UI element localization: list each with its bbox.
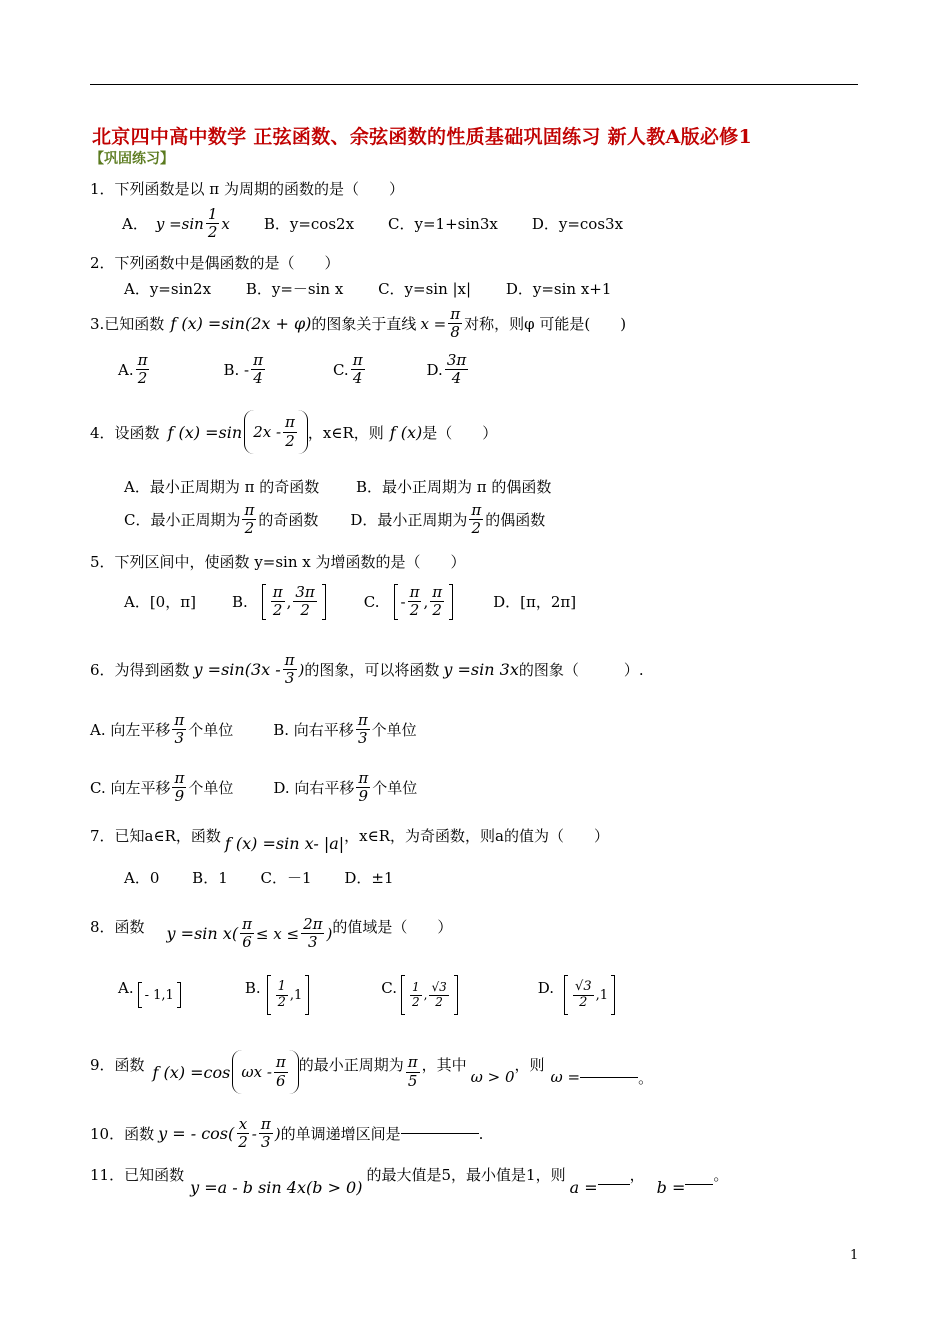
q4-function: f (x) =sin bbox=[167, 422, 243, 442]
question-6-options-ab bbox=[90, 712, 417, 748]
q8-close: ) bbox=[326, 924, 333, 943]
q6-suffix: 的图象（ ）. bbox=[518, 661, 644, 680]
q11-end: 。 bbox=[713, 1166, 729, 1184]
q6-prefix: 6．为得到函数 bbox=[90, 661, 190, 680]
q8-suffix: 的值域是（ ） bbox=[332, 918, 453, 937]
option-a-label: A． bbox=[122, 215, 148, 234]
option-b-pre: B. 向右平移 bbox=[273, 721, 354, 740]
question-1-options bbox=[122, 206, 623, 242]
option-d: D．[π，2π] bbox=[493, 593, 577, 612]
option-c: C．y=sin |x| bbox=[378, 280, 472, 298]
question-4-options-ab bbox=[124, 476, 551, 497]
q9-paren bbox=[232, 1050, 298, 1094]
q9-function: f (x) =cos bbox=[152, 1062, 231, 1082]
option-a: A．y=sin2x bbox=[124, 280, 212, 298]
option-c-label: C. bbox=[381, 979, 398, 997]
q7-function: f (x) =sin x- |a| bbox=[224, 834, 345, 853]
q3-suffix: 对称，则φ 可能是( ) bbox=[464, 315, 627, 334]
q3-fraction: $\frac{\pi}{8}$ bbox=[450, 305, 461, 342]
section-heading: 【巩固练习】 bbox=[90, 151, 174, 167]
option-b-label: B. bbox=[244, 979, 261, 997]
q10-prefix: 10．函数 bbox=[90, 1125, 155, 1144]
q10-function: y = - cos( bbox=[158, 1124, 235, 1144]
option-b: B．1 bbox=[192, 869, 228, 887]
option-b: B．y=－sin x bbox=[245, 280, 344, 298]
option-b-fraction: $\frac{\pi}{3}$ bbox=[357, 711, 368, 748]
question-4-options-cd bbox=[124, 502, 545, 538]
question-10-stem bbox=[90, 1116, 483, 1152]
option-a-fraction: $\frac{1}{2}$ bbox=[207, 205, 218, 242]
q6-mid: 的图象，可以将函数 bbox=[304, 661, 440, 680]
q4-fraction: $\frac{\pi}{2}$ bbox=[285, 413, 295, 450]
question-2-stem: 2．下列函数中是偶函数的是（ ） bbox=[90, 254, 340, 272]
question-5-options bbox=[124, 584, 576, 620]
option-c-pre: C．最小正周期为 bbox=[124, 511, 241, 530]
q10-minus: - bbox=[251, 1124, 257, 1143]
q11-a-blank[interactable] bbox=[598, 1166, 630, 1185]
option-a-post: 个单位 bbox=[188, 721, 234, 740]
question-7-stem bbox=[90, 818, 609, 853]
question-9-stem bbox=[90, 1050, 653, 1094]
q11-b-label: b = bbox=[656, 1178, 686, 1197]
option-a-pre: A. 向左平移 bbox=[90, 721, 171, 740]
option-a-fraction: $\frac{\pi}{3}$ bbox=[174, 711, 185, 748]
q4-suffix: 是（ ） bbox=[422, 423, 498, 442]
q3-prefix: 3.已知函数 bbox=[90, 315, 165, 334]
option-a: A．0 bbox=[124, 869, 160, 887]
q9-end: 。 bbox=[638, 1068, 654, 1087]
option-d-interval: $\frac{√3}{2}$ ,1 bbox=[564, 975, 615, 1015]
q9-answer-label: ω = bbox=[550, 1068, 581, 1086]
option-a: A．[0，π] bbox=[124, 593, 196, 612]
q6-close: ) bbox=[298, 660, 305, 679]
option-d: D．y=sin x+1 bbox=[505, 280, 612, 298]
question-2-options bbox=[124, 278, 611, 299]
q8-fraction-upper: $\frac{2\pi}{3}$ bbox=[303, 915, 323, 952]
option-d-pre: D．最小正周期为 bbox=[350, 511, 468, 530]
option-b: B．y=cos2x bbox=[263, 215, 355, 234]
question-3-options bbox=[118, 352, 470, 388]
q10-fraction2: $\frac{\pi}{3}$ bbox=[260, 1115, 271, 1152]
option-d-post: 的偶函数 bbox=[485, 511, 546, 530]
q4-paren bbox=[244, 410, 308, 454]
option-d-label: D. bbox=[537, 979, 555, 997]
option-b-fraction: $\frac{\pi}{4}$ bbox=[253, 351, 263, 388]
option-d-fraction: $\frac{3\pi}{4}$ bbox=[446, 351, 467, 388]
q9-answer-blank[interactable] bbox=[580, 1077, 638, 1078]
option-c-post: 的奇函数 bbox=[258, 511, 319, 530]
option-b-interval: $\frac{\pi}{2}$ , $\frac{3\pi}{2}$ bbox=[262, 584, 326, 620]
q9-period-fraction: $\frac{\pi}{5}$ bbox=[407, 1053, 418, 1090]
option-c-post: 个单位 bbox=[188, 779, 234, 798]
q9-fraction: $\frac{\pi}{6}$ bbox=[275, 1053, 286, 1090]
q11-mid: 的最大值是5，最小值是1，则 bbox=[366, 1166, 566, 1184]
option-c-fraction: $\frac{\pi}{2}$ bbox=[244, 501, 255, 538]
q8-prefix: 8．函数 bbox=[90, 918, 145, 937]
option-c-fraction: $\frac{\pi}{4}$ bbox=[352, 351, 363, 388]
option-b: B．最小正周期为 π 的偶函数 bbox=[356, 478, 552, 496]
option-d-label: D. bbox=[426, 360, 443, 379]
q10-suffix: 的单调递增区间是 bbox=[280, 1125, 401, 1144]
option-c: C．－1 bbox=[260, 869, 312, 887]
option-a-interval: - 1,1 bbox=[138, 982, 181, 1008]
question-6-stem bbox=[90, 652, 644, 688]
question-7-options bbox=[124, 867, 393, 888]
question-4-stem bbox=[90, 410, 497, 454]
option-d-post: 个单位 bbox=[372, 779, 418, 798]
option-b-interval: $\frac{1}{2}$ ,1 bbox=[267, 975, 310, 1015]
question-1-stem: 1．下列函数是以 π 为周期的函数的是（ ） bbox=[90, 180, 404, 198]
option-a-fraction: $\frac{\pi}{2}$ bbox=[137, 351, 148, 388]
header-rule bbox=[90, 84, 858, 85]
q10-answer-blank[interactable] bbox=[401, 1133, 479, 1134]
question-6-options-cd bbox=[90, 770, 417, 806]
q9-prefix: 9．函数 bbox=[90, 1056, 145, 1074]
q10-fraction1: $\frac{x}{2}$ bbox=[238, 1115, 248, 1152]
q11-a-label: a = bbox=[569, 1178, 598, 1197]
option-a: A．最小正周期为 π 的奇函数 bbox=[124, 478, 320, 496]
q8-fraction-lower: $\frac{\pi}{6}$ bbox=[242, 915, 252, 952]
option-b-label: B. bbox=[231, 592, 248, 611]
option-c-interval: - $\frac{\pi}{2}$ , $\frac{\pi}{2}$ bbox=[394, 584, 454, 620]
option-d-pre: D. 向右平移 bbox=[273, 779, 355, 798]
q9-post: ，则 bbox=[514, 1056, 545, 1074]
q6-fraction: $\frac{\pi}{3}$ bbox=[284, 651, 295, 688]
option-d-fraction: $\frac{\pi}{2}$ bbox=[471, 501, 482, 538]
question-11-stem bbox=[90, 1164, 728, 1197]
question-8-stem bbox=[90, 902, 452, 952]
q6-function2: y =sin 3x bbox=[443, 660, 519, 680]
option-a-label: A. bbox=[118, 360, 134, 379]
question-8-options bbox=[118, 975, 615, 1015]
option-a-expr: y =sin bbox=[155, 214, 204, 233]
q11-sep: ， bbox=[629, 1166, 645, 1184]
q11-b-blank[interactable] bbox=[685, 1166, 713, 1185]
option-c-pre: C. 向左平移 bbox=[90, 779, 171, 798]
option-c-label: C. bbox=[363, 592, 380, 611]
page-number: 1 bbox=[850, 1248, 859, 1263]
option-c-fraction: $\frac{\pi}{9}$ bbox=[174, 769, 185, 806]
q3-function: f (x) =sin(2x + φ) bbox=[170, 314, 312, 334]
q3-mid: 的图象关于直线 bbox=[311, 315, 417, 334]
q8-function: y =sin x( bbox=[166, 924, 239, 944]
q4-fx: f (x) bbox=[389, 422, 423, 442]
option-a-var: x bbox=[221, 214, 230, 233]
q9-inner: ωx - bbox=[241, 1063, 272, 1081]
document-title: 北京四中高中数学 正弦函数、余弦函数的性质基础巩固练习 新人教A版必修1 bbox=[92, 126, 752, 148]
option-a-label: A. bbox=[118, 979, 134, 997]
q4-mid: ，x∈R，则 bbox=[307, 423, 384, 442]
option-b-label: B. - bbox=[223, 360, 250, 379]
option-c-label: C. bbox=[332, 360, 349, 379]
option-c: C．y=1+sin3x bbox=[388, 215, 498, 234]
q7-prefix: 7．已知a∈R，函数 bbox=[90, 827, 221, 845]
q3-xeq: x = bbox=[420, 314, 447, 333]
q9-condition: ω > 0 bbox=[470, 1068, 515, 1086]
q10-end: . bbox=[478, 1124, 484, 1143]
q4-inner: 2x - bbox=[253, 423, 282, 441]
q4-prefix: 4．设函数 bbox=[90, 423, 160, 442]
option-d: D．±1 bbox=[344, 869, 394, 887]
option-b-post: 个单位 bbox=[371, 721, 417, 740]
question-3-stem bbox=[90, 306, 626, 342]
option-d-fraction: $\frac{\pi}{9}$ bbox=[358, 769, 369, 806]
q11-prefix: 11．已知函数 bbox=[90, 1166, 185, 1184]
question-5-stem: 5．下列区间中，使函数 y=sin x 为增函数的是（ ） bbox=[90, 553, 466, 571]
q8-inequality: ≤ x ≤ bbox=[255, 924, 300, 943]
q10-close: ) bbox=[274, 1124, 281, 1143]
option-d: D．y=cos3x bbox=[531, 215, 624, 234]
q7-suffix: ，x∈R，为奇函数，则a的值为（ ） bbox=[344, 827, 609, 845]
q11-function: y =a - b sin 4x(b > 0) bbox=[190, 1178, 363, 1197]
q9-mid2: ，其中 bbox=[421, 1056, 467, 1074]
q9-mid: 的最小正周期为 bbox=[298, 1056, 404, 1074]
q6-function1: y =sin(3x - bbox=[193, 660, 281, 680]
option-c-interval: $\frac{1}{2}$ , $\frac{√3}{2}$ bbox=[401, 975, 458, 1015]
